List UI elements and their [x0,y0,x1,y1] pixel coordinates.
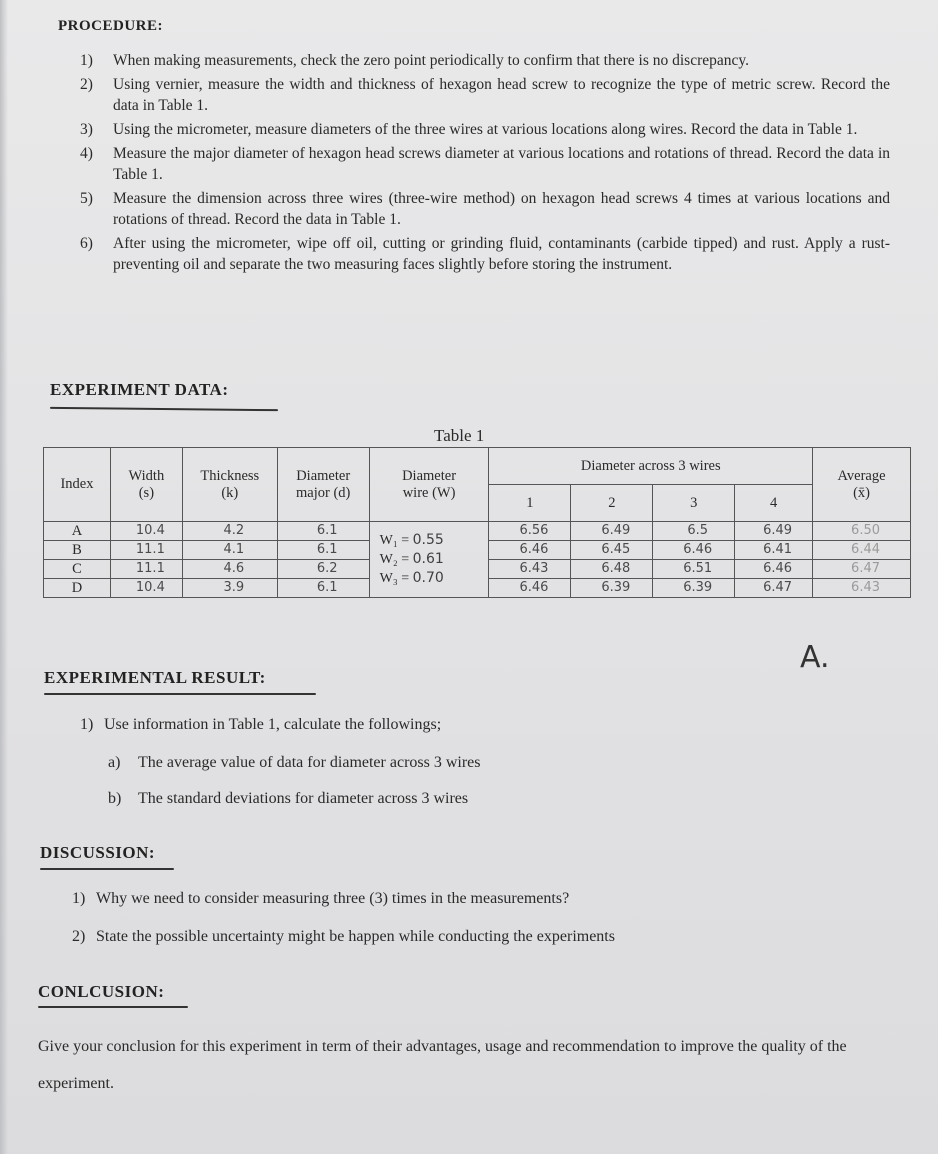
result-item: 1) Use information in Table 1, calculate the followings; [80,716,442,733]
cell-across-3: 6.5 [653,522,735,541]
data-table [43,447,911,598]
cell-average: 6.43 [813,579,911,598]
step-text: When making measurements, check the zero point periodically to confirm that there is no discrepancy. [113,52,749,69]
cell-index: B [44,541,111,560]
discussion-item: 1) Why we need to consider measuring three (3) times in the measurements? [72,890,570,907]
cell-across-4: 6.46 [735,560,813,579]
heading-underline [44,693,316,695]
cell-width: 10.4 [110,522,182,541]
heading-underline [50,407,278,411]
step-number: 2) [80,76,93,93]
conclusion-heading: CONLCUSION: [38,982,165,1001]
procedure-step [80,74,890,116]
discussion-list [72,890,615,946]
handwritten-mark: A. [800,640,830,675]
conclusion-text: Give your conclusion for this experiment in term of their advantages, usage and recommendation to improve the quality of the experiment. [38,1038,847,1092]
cell-major: 6.2 [277,560,369,579]
wire-1: W₁ = 0.55 [379,532,444,548]
cell-index: C [44,560,111,579]
cell-thickness: 4.2 [182,522,277,541]
step-number: 5) [80,190,93,207]
result-heading: EXPERIMENTAL RESULT: [44,668,266,687]
procedure-heading: PROCEDURE: [58,18,163,34]
cell-index: D [44,579,111,598]
header-across-col: 4 [735,485,813,522]
wire-3: W₃ = 0.70 [379,570,444,586]
cell-across-3: 6.46 [653,541,735,560]
cell-width: 11.1 [110,560,182,579]
header-thickness: Thickness (k) [182,448,277,522]
cell-index: A [44,522,111,541]
discussion-heading: DISCUSSION: [40,843,156,862]
result-sub-item: b) The standard deviations for diameter across 3 wires [108,790,469,807]
cell-across-3: 6.51 [653,560,735,579]
step-number: 1) [80,52,93,69]
header-index: Index [44,448,111,522]
cell-thickness: 4.6 [182,560,277,579]
header-across-col: 1 [489,485,571,522]
step-text: Using vernier, measure the width and thickness of hexagon head screw to recognize the type of metric screw. Record the data in Table 1. [113,76,890,114]
experiment-data-heading: EXPERIMENT DATA: [50,380,229,399]
cell-wire-values [369,522,489,598]
cell-across-4: 6.49 [735,522,813,541]
step-text: Using the micrometer, measure diameters of the three wires at various locations along wires. Record the data in Table 1. [113,121,858,138]
header-across-col: 3 [653,485,735,522]
cell-across-1: 6.46 [489,579,571,598]
cell-across-2: 6.48 [571,560,653,579]
procedure-step [80,233,890,275]
wire-2: W₂ = 0.61 [379,551,444,567]
procedure-step [80,119,890,140]
header-across-three-wires: Diameter across 3 wires [489,448,813,485]
cell-thickness: 4.1 [182,541,277,560]
cell-across-4: 6.47 [735,579,813,598]
cell-across-3: 6.39 [653,579,735,598]
cell-average: 6.50 [813,522,911,541]
cell-width: 11.1 [110,541,182,560]
cell-average: 6.44 [813,541,911,560]
step-text: After using the micrometer, wipe off oil, cutting or grinding fluid, contaminants (carbide tipped) and rust. Apply a rust-preventing oil and separate the two measuring faces slightly before storing the instrument. [113,235,890,273]
step-number: 3) [80,121,93,138]
procedure-step [80,143,890,185]
cell-across-1: 6.46 [489,541,571,560]
cell-major: 6.1 [277,541,369,560]
header-wire-diameter: Diameter wire (W) [369,448,489,522]
cell-width: 10.4 [110,579,182,598]
step-text: Measure the major diameter of hexagon head screws diameter at various locations and rotations of thread. Record the data in Table 1. [113,145,890,183]
cell-major: 6.1 [277,522,369,541]
discussion-item: 2) State the possible uncertainty might be happen while conducting the experiments [72,928,615,945]
procedure-list [80,50,890,278]
step-number: 4) [80,145,93,162]
cell-across-2: 6.45 [571,541,653,560]
heading-underline [40,868,174,870]
step-number: 6) [80,235,93,252]
header-across-col: 2 [571,485,653,522]
heading-underline [38,1006,188,1008]
header-width: Width (s) [110,448,182,522]
cell-thickness: 3.9 [182,579,277,598]
procedure-step [80,50,890,71]
cell-across-2: 6.49 [571,522,653,541]
result-sub-list [108,754,481,826]
page-edge-shadow [0,0,8,1154]
cell-across-2: 6.39 [571,579,653,598]
cell-major: 6.1 [277,579,369,598]
header-major-diameter: Diameter major (d) [277,448,369,522]
table-row [44,522,911,541]
result-list [80,716,441,734]
procedure-step [80,188,890,230]
cell-average: 6.47 [813,560,911,579]
table-caption: Table 1 [434,426,485,445]
cell-across-1: 6.56 [489,522,571,541]
step-text: Measure the dimension across three wires (three-wire method) on hexagon head screws 4 times at various locations and rotations of thread. Record the data in Table 1. [113,190,890,228]
header-average: Average (x̄) [813,448,911,522]
result-sub-item: a) The average value of data for diameter across 3 wires [108,754,481,771]
cell-across-1: 6.43 [489,560,571,579]
cell-across-4: 6.41 [735,541,813,560]
